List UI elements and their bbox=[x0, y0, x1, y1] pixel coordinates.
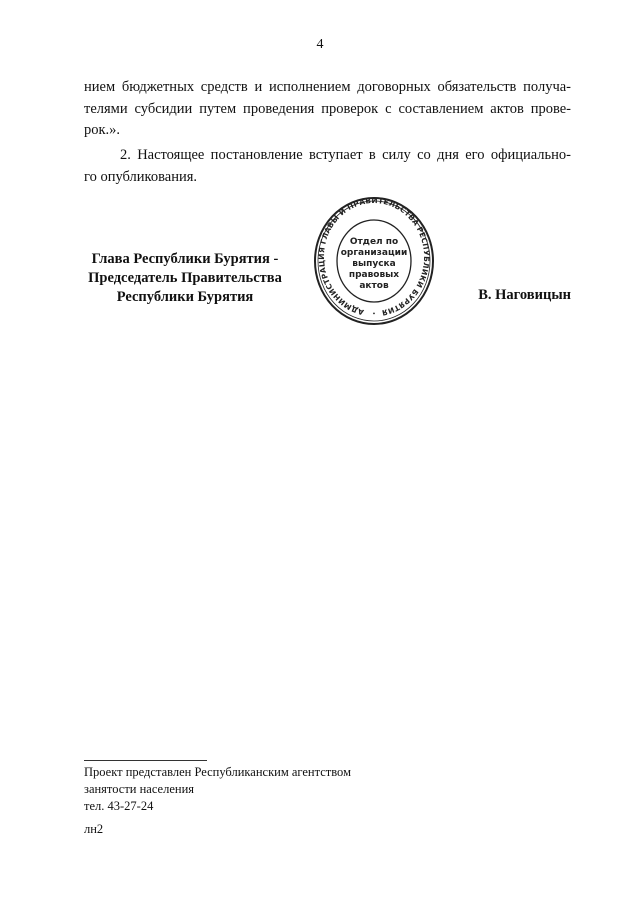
stamp-center-line: организации bbox=[340, 248, 408, 258]
signatory-name: В. Наговицын bbox=[478, 287, 571, 303]
footer-line: тел. 43-27-24 bbox=[84, 799, 154, 813]
footer-divider bbox=[84, 760, 207, 761]
stamp-ring-text: АДМИНИСТРАЦИЯ ГЛАВЫ И ПРАВИТЕЛЬСТВА РЕСПУБЛИКИ БУРЯТИЯ bbox=[316, 196, 432, 318]
footer-line: занятости населения bbox=[84, 782, 195, 796]
signatory-title-line: Председатель Правительства bbox=[88, 270, 282, 286]
paragraph-line: 2. Настоящее постановление вступает в силу со дня его официально- bbox=[120, 147, 571, 163]
footer-note bbox=[84, 764, 351, 815]
stamp-center-line: Отдел по bbox=[349, 237, 399, 247]
official-stamp bbox=[313, 196, 435, 326]
signatory-title-line: Республики Бурятия bbox=[116, 289, 254, 305]
signatory-title bbox=[60, 250, 310, 307]
stamp-center-line: выпуска bbox=[352, 259, 396, 269]
stamp-bottom-mark: • bbox=[372, 310, 376, 318]
paragraph-line: нием бюджетных средств и исполнением договорных обязательств получа- bbox=[84, 79, 571, 95]
stamp-center-line: актов bbox=[359, 281, 389, 291]
stamp-center-line: правовых bbox=[348, 270, 400, 280]
paragraph-line: рок.». bbox=[84, 122, 121, 138]
footer-line: Проект представлен Республиканским агентством bbox=[84, 765, 351, 779]
paragraph-effective-date bbox=[84, 145, 571, 188]
paragraph-continuation bbox=[84, 77, 571, 142]
page-number: 4 bbox=[316, 37, 324, 52]
paragraph-line: го опубликования. bbox=[84, 168, 198, 185]
paragraph-line: телями субсидии путем проведения проверок с составлением актов прове- bbox=[84, 100, 571, 117]
signatory-title-line: Глава Республики Бурятия - bbox=[91, 251, 279, 267]
document-code: лн2 bbox=[84, 822, 104, 836]
